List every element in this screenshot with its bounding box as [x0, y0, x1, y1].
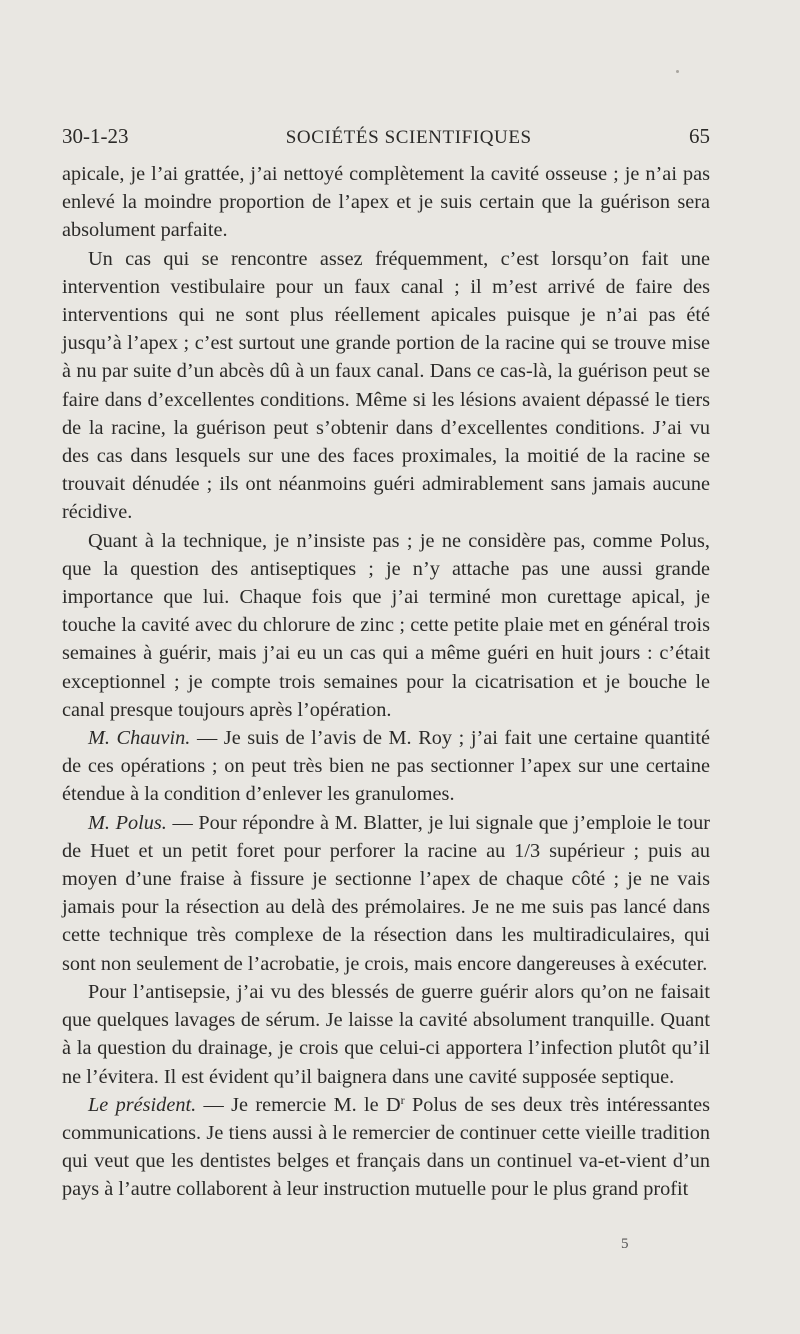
paragraph-text-start: — Je remercie M. le D [196, 1093, 401, 1116]
paragraph-text: — Je suis de l’avis de M. Roy ; j’ai fait une certaine quantité de ces opérations ; on peut très bien ne pas sectionner l’apex sur une certaine étendue à la condition d’enlever les granulomes. [62, 727, 710, 806]
speaker-name: M. Chauvin. [88, 727, 191, 750]
paragraph-text: — Pour répondre à M. Blatter, je lui signale que j’emploie le tour de Huet et un petit foret pour perforer la racine au 1/3 supérieur ; puis au moyen d’une fraise à fissure je sectionne l’apex de chaque côté ; je ne vais jamais pour la résection au delà des prémolaires. Je ne me suis pas lancé dans cette technique très complexe de la résection dans les multiradiculaires, qui sont non seulement de l’acrobatie, je crois, mais encore dangereuses à exécuter. [62, 811, 710, 975]
signature-mark: 5 [621, 1236, 629, 1252]
paragraph-4 [62, 724, 710, 809]
paragraph-text-end: Polus de ses deux très intéressantes communications. Je tiens aussi à le remercier de continuer cette vieille tradition qui veut que les dentistes belges et français dans un continuel va-et-vient d’un pays à l’autre collaborent à leur instruction mutuelle pour le plus grand profit [62, 1093, 710, 1201]
running-header [62, 124, 710, 154]
paragraph-5 [62, 809, 710, 978]
speaker-name: M. Polus. [88, 811, 167, 834]
paragraph-text: Quant à la technique, je n’insiste pas ; je ne considère pas, comme Polus, que la question des antiseptiques ; je n’y attache pas une aussi grande importance que lui. Chaque fois que j’ai terminé mon curettage apical, je touche la cavité avec du chlorure de zinc ; cette petite plaie met en général trois semaines à guérir, mais j’ai eu un cas qui a même guéri en huit jours : c’était exceptionnel ; je compte trois semaines pour la cicatrisation et je bouche le canal presque toujours après l’opération. [62, 529, 710, 721]
speaker-name: Le président. [88, 1093, 197, 1116]
body-text [62, 160, 710, 1204]
superscript: r [400, 1092, 405, 1107]
speck-mark [676, 70, 679, 73]
paragraph-3 [62, 527, 710, 724]
paragraph-text: Un cas qui se rencontre assez fréquemment, c’est lorsqu’on fait une intervention vestibulaire pour un faux canal ; il m’est arrivé de faire des interventions qui ne sont plus réellement apicales puisque je n’ai pas été jusqu’à l’apex ; c’est surtout une grande portion de la racine qui se trouve mise à nu par suite d’un abcès dû à un faux canal. Dans ce cas-là, la guérison peut se faire dans d’excellentes conditions. Même si les lésions avaient dépassé le tiers de la racine, la guérison peut s’obtenir dans d’excellentes conditions. J’ai vu des cas dans lesquels sur une des faces proximales, la moitié de la racine se trouvait dénudée ; ils ont néanmoins guéri admirablement sans jamais aucune récidive. [62, 247, 710, 524]
paragraph-text: apicale, je l’ai grattée, j’ai nettoyé complètement la cavité osseuse ; je n’ai pas enlevé la moindre proportion de l’apex et je suis certain que la guérison sera absolument parfaite. [62, 163, 710, 242]
page-number: 65 [689, 124, 710, 148]
header-title: SOCIÉTÉS SCIENTIFIQUES [285, 127, 532, 148]
paragraph-6 [62, 978, 710, 1091]
paragraph-7 [62, 1091, 710, 1204]
header-date: 30-1-23 [62, 124, 129, 148]
paragraph-text: Pour l’antisepsie, j’ai vu des blessés de guerre guérir alors qu’on ne faisait que quelques lavages de sérum. Je laisse la cavité absolument tranquille. Quant à la question du drainage, je crois que celui-ci apportera l’infection plutôt qu’il ne l’évitera. Il est évident qu’il baignera dans une cavité supposée septique. [62, 980, 710, 1088]
paragraph-1 [62, 160, 710, 245]
paragraph-2 [62, 245, 710, 527]
